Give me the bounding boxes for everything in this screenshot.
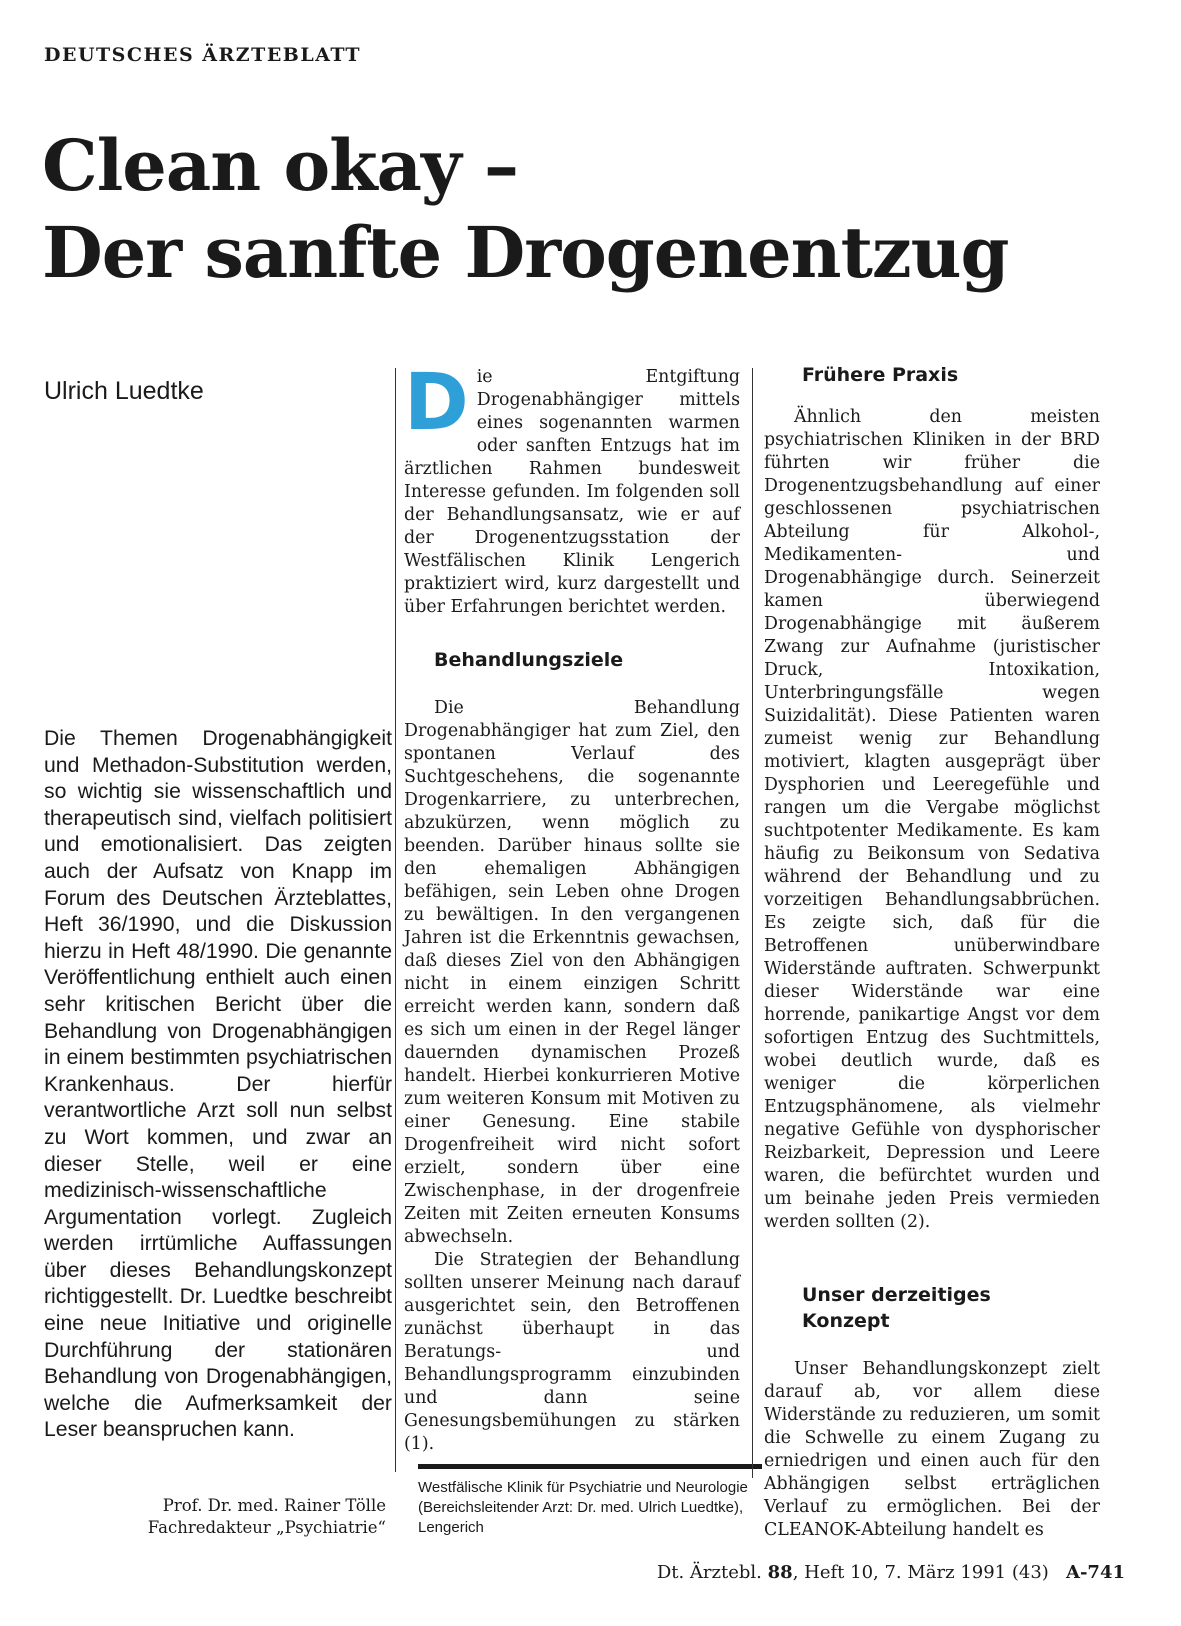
paragraph: Unser Behandlungskonzept zielt darauf ab, vor allem diese Widerstände zu reduzieren, um somit die Schwelle zu einem Zugang zu erniedrigen und einen auch für den Abhängigen selbst erträglichen Verlauf zu ermöglichen. Bei der CLEANOK-Abteilung handelt es xyxy=(764,1359,1100,1540)
affiliation-footnote: Westfälische Klinik für Psychiatrie und Neurologie (Bereichsleitender Arzt: Dr. med. Ulrich Luedtke), Lengerich xyxy=(418,1479,748,1536)
heading-unser-konzept xyxy=(802,1282,1100,1334)
column-divider-1 xyxy=(395,368,396,1472)
author-name: Ulrich Luedtke xyxy=(44,377,204,405)
column-divider-2 xyxy=(752,368,753,1478)
editorial-intro: Die Themen Drogenabhängigkeit und Methadon-Substitution werden, so wichtig sie wissenschaftlich und therapeutisch sind, vielfach politisiert und emotionalisiert. Das zeigten auch der Aufsatz von Knapp im Forum des Deutschen Ärzteblattes, Heft 36/1990, und die Diskussion hierzu in Heft 48/1990. Die genannte Veröffentlichung enthielt auch einen sehr kritischen Bericht über die Behandlung von Drogenabhängigen in einem bestimmten psychiatrischen Krankenhaus. Der hierfür verantwortliche Arzt soll nun selbst zu Wort kommen, und zwar an dieser Stelle, weil er eine medizinisch-wissenschaftliche Argumentation vorlegt. Zugleich werden irrtümliche Auffassungen über dieses Behandlungskonzept richtiggestellt. Dr. Luedtke beschreibt eine neue Initiative und originelle Durchführung der stationären Behandlung von Drogenabhängigen, welche die Aufmerksamkeit der Leser beanspruchen kann. xyxy=(44,727,392,1442)
title-line-1: Clean okay – xyxy=(42,124,519,207)
paragraph: Ähnlich den meisten psychiatrischen Kliniken in der BRD führten wir früher die Drogenentzugsbehandlung auf einer geschlossenen psychiatrischen Abteilung für Alkohol-, Medikamenten- und Drogenabhängige durch. Seinerzeit kamen überwiegend Drogenabhängige mit äußerem Zwang zur Aufnahme (juristischer Druck, Intoxikation, Unterbringungsfälle wegen Suizidalität). Diese Patienten waren zumeist wenig zur Behandlung motiviert, klagten ausgeprägt über Dysphorien und Leeregefühle und rangen um die Vergabe möglichst suchtpotenter Medikamente. Es kam häufig zu Beikonsum von Sedativa während der Behandlung und zu vorzeitigen Behandlungsabbrüchen. Es zeigte sich, daß für die Betroffenen unüberwindbare Widerstände auftraten. Schwerpunkt dieser Widerstände war eine horrende, panikartige Angst vor dem sofortigen Entzug des Suchtmittels, wobei deutlich wurde, daß es weniger die körperlichen Entzugsphänomene, als vielmehr negative Gefühle von dysphorischer Reizbarkeit, Depression und Leere waren, die befürchtet wurden und um beinahe jeden Preis vermieden werden sollten (2). xyxy=(764,407,1100,1232)
footer-citation: Dt. Ärztebl. xyxy=(656,1562,762,1583)
paragraph: Die Behandlung Drogenabhängiger hat zum Ziel, den spontanen Verlauf des Suchtgeschehens, die sogenannte Drogenkarriere, zu unterbrechen, abzukürzen, wenn möglich zu beenden. Darüber hinaus sollte sie den ehemaligen Abhängigen befähigen, sein Leben ohne Drogen zu bewältigen. In den vergangenen Jahren ist die Erkenntnis gewachsen, daß dieses Ziel von den Abhängigen nicht in einem einzigen Schritt erreicht werden kann, sondern daß es sich um einen in der Regel länger dauernden dynamischen Prozeß handelt. Hierbei konkurrieren Motive zum weiteren Konsum mit Motiven zu einer Genesung. Eine stabile Drogenfreiheit wird nicht sofort erzielt, sondern über eine Zwischenphase, in der drogenfreie Zeiten mit Zeiten erneuten Konsums abwechseln. xyxy=(404,698,740,1247)
page-footer xyxy=(657,1562,1125,1583)
signature-line-2: Fachredakteur „Psychiatrie“ xyxy=(147,1518,386,1537)
heading-line-2: Konzept xyxy=(802,1310,890,1332)
footer-volume: 88 xyxy=(767,1562,793,1583)
heading-line-1: Unser derzeitiges xyxy=(802,1284,991,1306)
paragraph-intro: ie Entgiftung Drogenabhängiger mittels eines sogenannten warmen oder sanften Entzugs hat im ärztlichen Rahmen bundesweit Interesse gefunden. Im folgenden soll der Behandlungsansatz, wie er auf der Drogenentzugsstation der Westfälischen Klinik Lengerich praktiziert wird, kurz dargestellt und über Erfahrungen berichtet werden. xyxy=(404,367,740,617)
footnote-rule xyxy=(418,1464,762,1469)
column-2 xyxy=(404,358,740,1456)
heading-behandlungsziele: Behandlungsziele xyxy=(434,649,624,671)
paragraph: Die Strategien der Behandlung sollten unserer Meinung nach darauf ausgerichtet sein, den Betroffenen zunächst überhaupt in das Beratungs- und Behandlungsprogramm einzubinden und dann seine Genesungsbemühungen zu stärken (1). xyxy=(404,1250,740,1454)
page-number: A-741 xyxy=(1065,1562,1125,1583)
signature-line-1: Prof. Dr. med. Rainer Tölle xyxy=(162,1496,386,1515)
heading-fruehere-praxis: Frühere Praxis xyxy=(802,364,959,386)
footer-issue: , Heft 10, 7. März 1991 (43) xyxy=(792,1562,1049,1583)
title-line-2: Der sanfte Drogenentzug xyxy=(42,211,1009,294)
article-title xyxy=(42,122,1009,296)
drop-cap: D xyxy=(404,358,469,448)
journal-name: DEUTSCHES ÄRZTEBLATT xyxy=(44,44,362,66)
editor-signature xyxy=(44,1495,386,1539)
column-3 xyxy=(764,362,1100,1542)
